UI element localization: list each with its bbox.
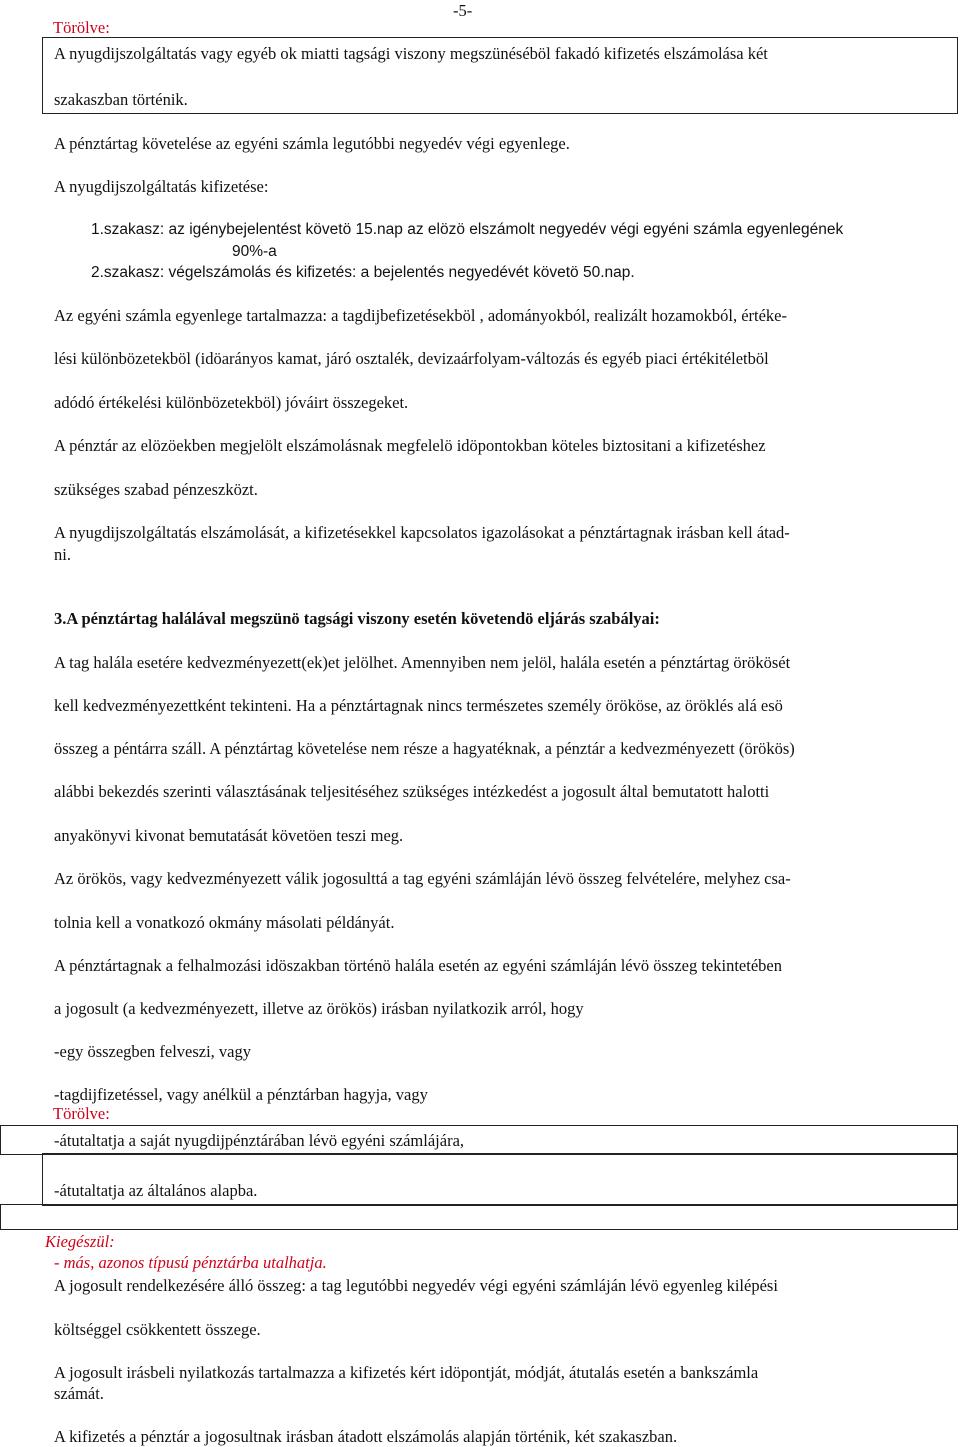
death-line3: összeg a péntárra száll. A pénztártag követelése nem része a hagyatéknak, a pénztár a kedvezményezett (örökös) <box>54 739 795 758</box>
declaration-line1: A jogosult irásbeli nyilatkozás tartalmazza a kifizetés kért idöpontját, módját, átutalás esetén a bankszámla <box>54 1363 759 1382</box>
final-paragraph: A kifizetés a pénztár a jogosultnak irásban átadott elszámolás alapján történik, két szakaszban. <box>54 1427 678 1446</box>
option-leave-in-fund: -tagdijfizetéssel, vagy anélkül a pénztárban hagyja, vagy <box>54 1085 428 1104</box>
stage-2: 2.szakasz: végelszámolás és kifizetés: a bejelentés negyedévét követö 50.nap. <box>91 264 635 281</box>
balance-line3: adódó értékelési különbözetekböl) jóváirt összegeket. <box>54 393 409 412</box>
payout-title: A nyugdijszolgáltatás kifizetése: <box>54 177 269 196</box>
death-line4: alábbi bekezdés szerinti választásának teljesitéséhez szükséges intézkedést a jogosult által bemutatott halotti <box>54 782 770 801</box>
death-line2: kell kedvezményezettként tekinteni. Ha a pénztártagnak nincs természetes személy örököse, az öröklés alá esö <box>54 696 783 715</box>
fund-line1: A pénztár az elözöekben megjelölt elszámolásnak megfelelö idöpontokban köteles biztositani a kifizetéshez <box>54 436 766 455</box>
accum-line2: a jogosult (a kedvezményezett, illetve az örökös) irásban nyilatkozik arról, hogy <box>54 999 584 1018</box>
section-3-heading: 3.A pénztártag halálával megszünö tagsági viszony esetén követendö eljárás szabályai: <box>54 609 660 628</box>
box1-line2: szakaszban történik. <box>54 90 188 109</box>
stage-1-line2: 90%-a <box>232 243 277 260</box>
deleted-label-2: Törölve: <box>53 1104 110 1123</box>
available-line1: A jogosult rendelkezésére álló összeg: a tag legutóbbi negyedév végi egyéni számláján lévö egyenleg kilépési <box>54 1276 778 1295</box>
death-line1: A tag halála esetére kedvezményezett(ek)et jelölhet. Amennyiben nem jelöl, halála esetén a pénztártag örökösét <box>54 653 791 672</box>
cert-line2: ni. <box>54 545 71 564</box>
death-line5: anyakönyvi kivonat bemutatását követöen teszi meg. <box>54 826 404 845</box>
deleted-label: Törölve: <box>53 18 110 37</box>
box1-line1: A nyugdijszolgáltatás vagy egyéb ok miatti tagsági viszony megszünéséböl fakadó kifizetés elszámolása két <box>54 44 768 63</box>
stage-1-line1: 1.szakasz: az igénybejelentést követö 15.nap az elözö elszámolt negyedév végi egyéni számla egyenlegének <box>91 221 844 238</box>
accum-line1: A pénztártagnak a felhalmozási idöszakban történö halála esetén az egyéni számláján lévö összeg tekintetében <box>54 956 782 975</box>
option-lump-sum: -egy összegben felveszi, vagy <box>54 1042 252 1061</box>
heir-line2: tolnia kell a vonatkozó okmány másolati példányát. <box>54 913 395 932</box>
deleted-option-transfer-own: -átutaltatja a saját nyugdijpénztárában lévö egyéni számlájára, <box>54 1131 465 1150</box>
balance-line2: lési különbözetekböl (idöarányos kamat, járó osztalék, devizaárfolyam-változás és egyéb piaci értékitéletböl <box>54 349 769 368</box>
balance-line1: Az egyéni számla egyenlege tartalmazza: a tagdijbefizetésekböl , adományokból, realizált hozamokból, értéke- <box>54 306 788 325</box>
claim-paragraph: A pénztártag követelése az egyéni számla legutóbbi negyedév végi egyenlege. <box>54 134 570 153</box>
deleted-box-2c <box>0 1204 958 1230</box>
available-line2: költséggel csökkentett összege. <box>54 1320 261 1339</box>
supplement-text: - más, azonos típusú pénztárba utalhatja. <box>54 1253 327 1272</box>
page-number: -5- <box>453 1 473 20</box>
fund-line2: szükséges szabad pénzeszközt. <box>54 480 258 499</box>
cert-line1: A nyugdijszolgáltatás elszámolását, a kifizetésekkel kapcsolatos igazolásokat a pénztártagnak irásban kell átad- <box>54 523 790 542</box>
supplement-label: Kiegészül: <box>45 1232 115 1251</box>
heir-line1: Az örökös, vagy kedvezményezett válik jogosulttá a tag egyéni számláján lévö összeg felvételére, melyhez csa- <box>54 869 791 888</box>
declaration-line2: számát. <box>54 1384 104 1403</box>
deleted-option-transfer-general: -átutaltatja az általános alapba. <box>54 1181 258 1200</box>
